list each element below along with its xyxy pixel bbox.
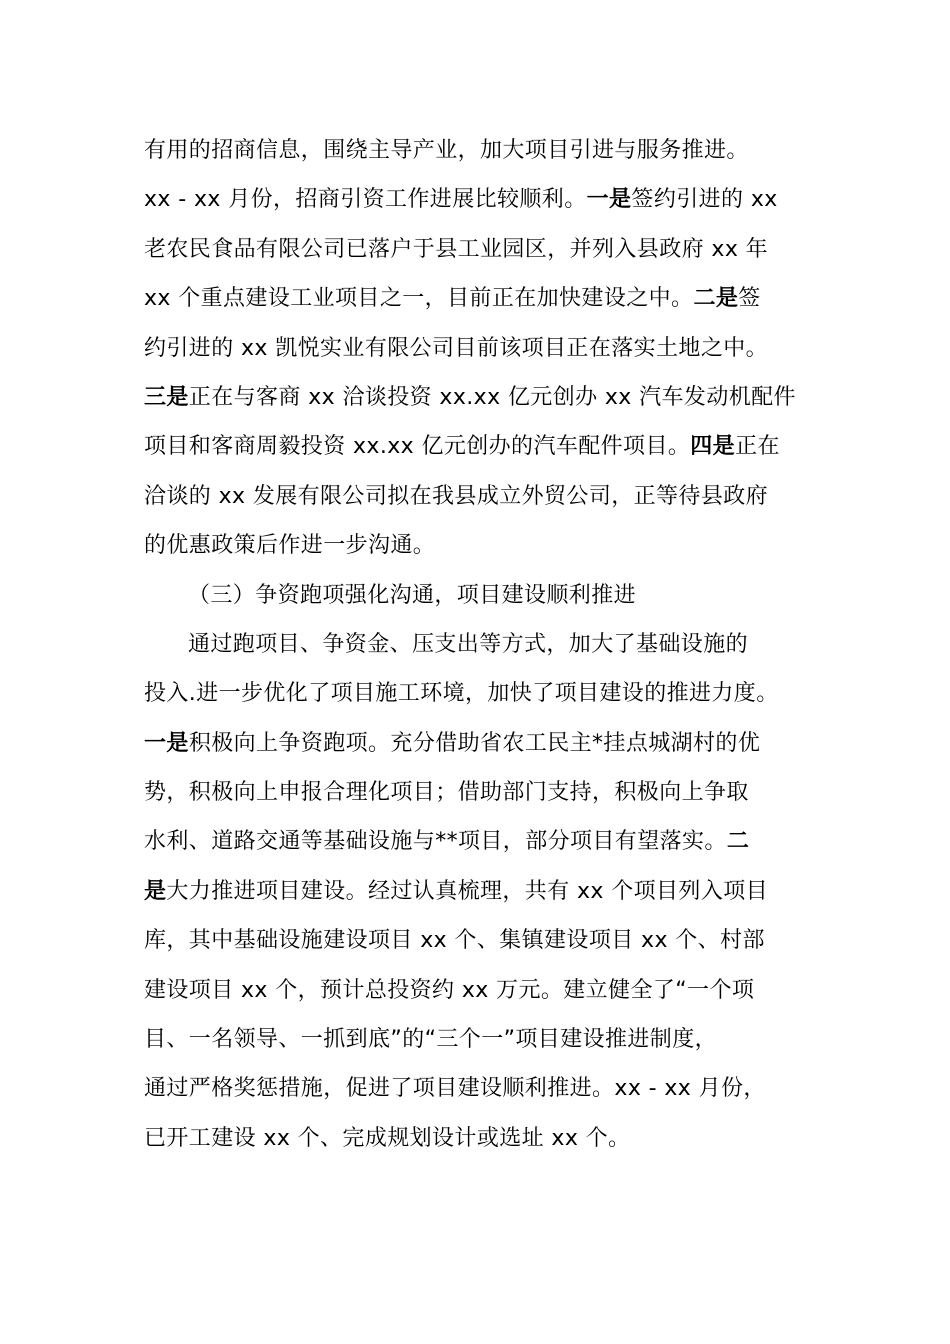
text-segment: 通过严格奖惩措施，促进了项目建设顺利推进。xx - xx 月份， <box>144 1076 766 1102</box>
text-line <box>144 916 816 965</box>
text-segment: （三）争资跑项强化沟通，项目建设顺利推进 <box>188 582 637 608</box>
text-segment: 正在与客商 xx 洽谈投资 xx.xx 亿元创办 xx 汽车发动机配件 <box>188 384 796 410</box>
bold-lead-text: 四是 <box>690 434 736 460</box>
document-body <box>144 126 816 1163</box>
text-segment: 通过跑项目、争资金、压支出等方式，加大了基础设施的 <box>188 631 749 657</box>
text-line <box>144 373 816 422</box>
text-segment: 老农民食品有限公司已落户于县工业园区，并列入县政府 xx 年 <box>144 236 769 262</box>
text-line <box>144 867 816 916</box>
text-segment: 有用的招商信息，围绕主导产业，加大项目引进与服务推进。 <box>144 138 749 163</box>
text-line <box>144 966 816 1015</box>
text-line <box>144 225 816 274</box>
text-segment: 已开工建设 xx 个、完成规划设计或选址 xx 个。 <box>144 1125 631 1151</box>
text-segment: 大力推进项目建设。经过认真梳理，共有 xx 个项目列入项目 <box>166 878 769 904</box>
bold-lead-text: 二 <box>726 829 750 855</box>
text-line <box>144 1064 816 1113</box>
text-segment: 签约引进的 xx <box>631 187 778 213</box>
text-line <box>144 422 816 471</box>
text-line <box>144 472 816 521</box>
text-segment: 积极向上争资跑项。充分借助省农工民主*挂点城湖村的优 <box>188 730 761 756</box>
text-line <box>144 719 816 768</box>
bold-lead-text: 三是 <box>144 384 189 410</box>
text-segment: 项目和客商周毅投资 xx.xx 亿元创办的汽车配件项目。 <box>144 434 691 460</box>
text-segment: 库，其中基础设施建设项目 xx 个、集镇建设项目 xx 个、村部 <box>144 928 765 954</box>
text-segment: 投入.进一步优化了项目施工环境，加快了项目建设的推进力度。 <box>144 681 779 707</box>
text-line <box>144 126 816 175</box>
text-segment: 洽谈的 xx 发展有限公司拟在我县成立外贸公司，正等待县政府 <box>144 483 769 509</box>
text-line <box>144 768 816 817</box>
text-segment: 正在 <box>735 434 780 460</box>
bold-lead-text: 一是 <box>586 187 632 213</box>
text-segment: 水利、道路交通等基础设施与**项目，部分项目有望落实。 <box>144 829 727 855</box>
text-segment: 约引进的 xx 凯悦实业有限公司目前该项目正在落实土地之中。 <box>144 335 769 361</box>
text-segment: 势，积极向上申报合理化项目；借助部门支持，积极向上争取 <box>144 780 749 806</box>
text-segment: 目、一名领导、一抓到底”的“三个一”项目建设推进制度， <box>144 1027 717 1053</box>
text-line <box>144 324 816 373</box>
text-line <box>144 817 816 866</box>
text-segment: 签 <box>738 286 761 312</box>
text-line <box>144 669 816 718</box>
text-line <box>144 620 816 669</box>
text-line <box>144 175 816 224</box>
text-segment: xx 个重点建设工业项目之一，目前正在加快建设之中。 <box>144 286 694 312</box>
bold-lead-text: 一是 <box>144 730 189 756</box>
text-line <box>144 1015 816 1064</box>
text-line <box>144 571 816 620</box>
text-segment: 建设项目 xx 个，预计总投资约 xx 万元。建立健全了“一个项 <box>144 977 755 1003</box>
text-line <box>144 1114 816 1163</box>
bold-lead-text: 是 <box>144 878 167 904</box>
text-segment: 的优惠政策后作进一步沟通。 <box>144 533 436 559</box>
text-line <box>144 521 816 570</box>
text-segment: xx - xx 月份，招商引资工作进展比较顺利。 <box>144 187 587 213</box>
text-line <box>144 274 816 323</box>
bold-lead-text: 二是 <box>693 286 739 312</box>
